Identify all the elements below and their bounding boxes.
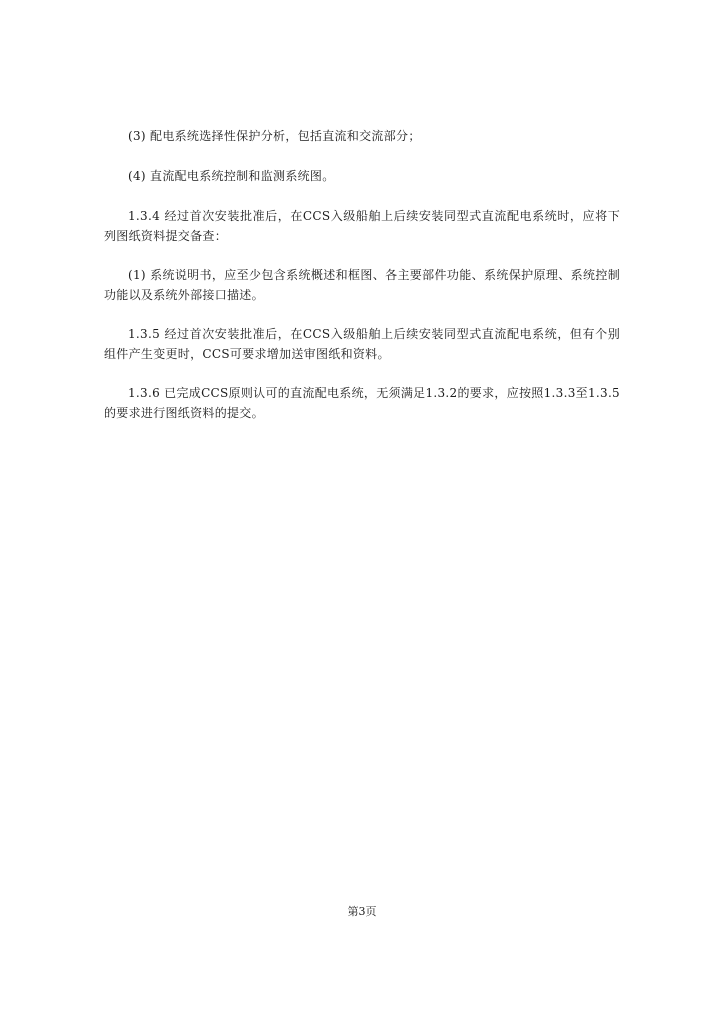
page-number: 第3页 <box>347 905 377 918</box>
document-body <box>104 126 620 442</box>
paragraph-clause-1-3-6: 1.3.6 已完成CCS原则认可的直流配电系统，无须满足1.3.2的要求，应按照1.3.3至1.3.5的要求进行图纸资料的提交。 <box>104 386 620 420</box>
paragraph-item-4: (4) 直流配电系统控制和监测系统图。 <box>128 169 335 183</box>
paragraph-item-3: (3) 配电系统选择性保护分析，包括直流和交流部分； <box>128 129 421 143</box>
paragraph-clause-1-3-5: 1.3.5 经过首次安装批准后，在CCS入级船舶上后续安装同型式直流配电系统，但有个别组件产生变更时，CCS可要求增加送审图纸和资料。 <box>104 327 620 361</box>
paragraph-clause-1-3-4: 1.3.4 经过首次安装批准后，在CCS入级船舶上后续安装同型式直流配电系统时，应将下列图纸资料提交备查： <box>104 209 620 243</box>
paragraph-item-1: (1) 系统说明书，应至少包含系统概述和框图、各主要部件功能、系统保护原理、系统控制功能以及系统外部接口描述。 <box>104 268 620 302</box>
